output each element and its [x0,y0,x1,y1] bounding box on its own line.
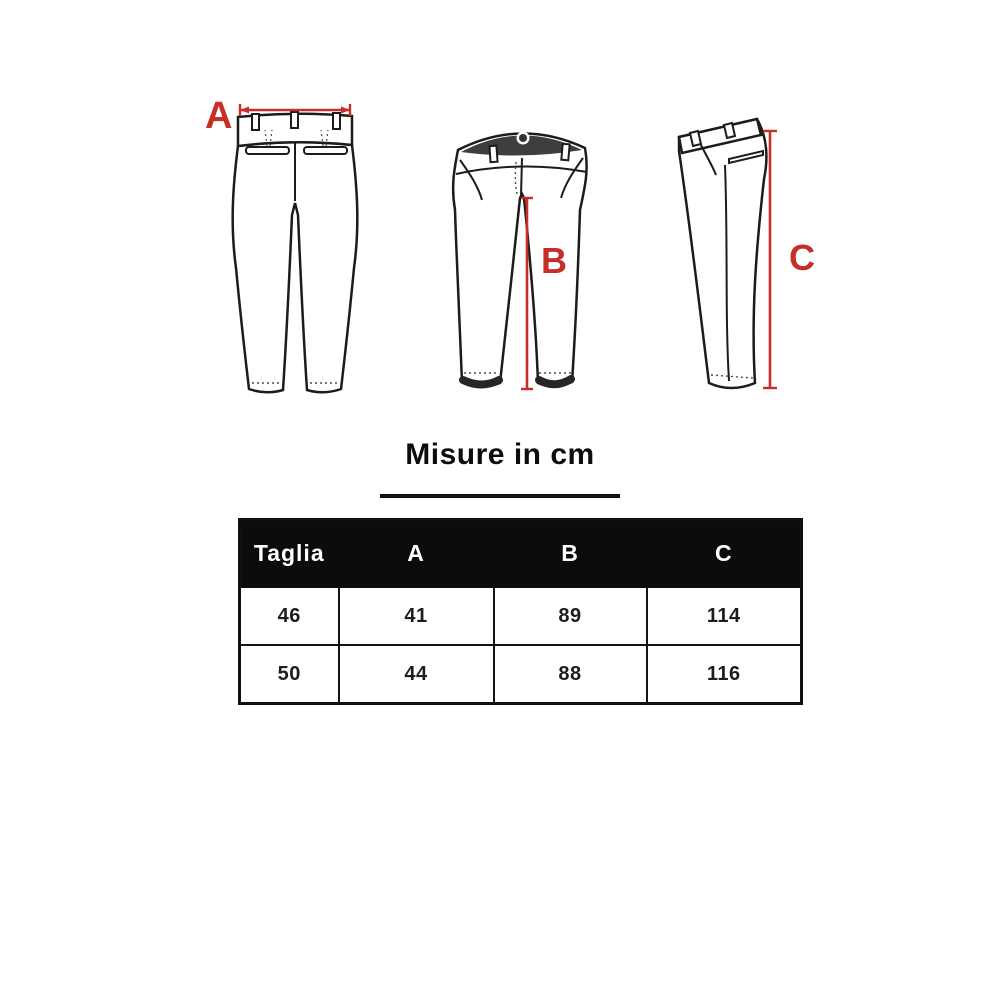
measure-label-b: B [541,240,567,281]
cell-size: 46 [240,587,339,645]
cell-measure-a: 41 [339,587,494,645]
cell-measure-c: 116 [647,645,802,704]
title-underline [380,494,620,498]
pants-front-view-illustration [448,112,595,400]
measure-label-a: A [205,95,233,137]
cell-measure-b: 88 [494,645,647,704]
cell-measure-a: 44 [339,645,494,704]
cell-size: 50 [240,645,339,704]
size-table [238,518,803,705]
table-row-size-46 [240,587,802,645]
col-header-c: C [647,520,802,588]
table-header-row [240,520,802,588]
pants-back-view-illustration [225,100,365,400]
col-header-b: B [494,520,647,588]
measure-label-c: C [789,237,815,278]
cell-measure-b: 89 [494,587,647,645]
pants-side-view-illustration [673,115,790,400]
cell-measure-c: 114 [647,587,802,645]
col-header-taglia: Taglia [240,520,339,588]
table-row-size-50 [240,645,802,704]
page-title: Misure in cm [405,438,595,471]
waist-button [519,134,527,142]
col-header-a: A [339,520,494,588]
